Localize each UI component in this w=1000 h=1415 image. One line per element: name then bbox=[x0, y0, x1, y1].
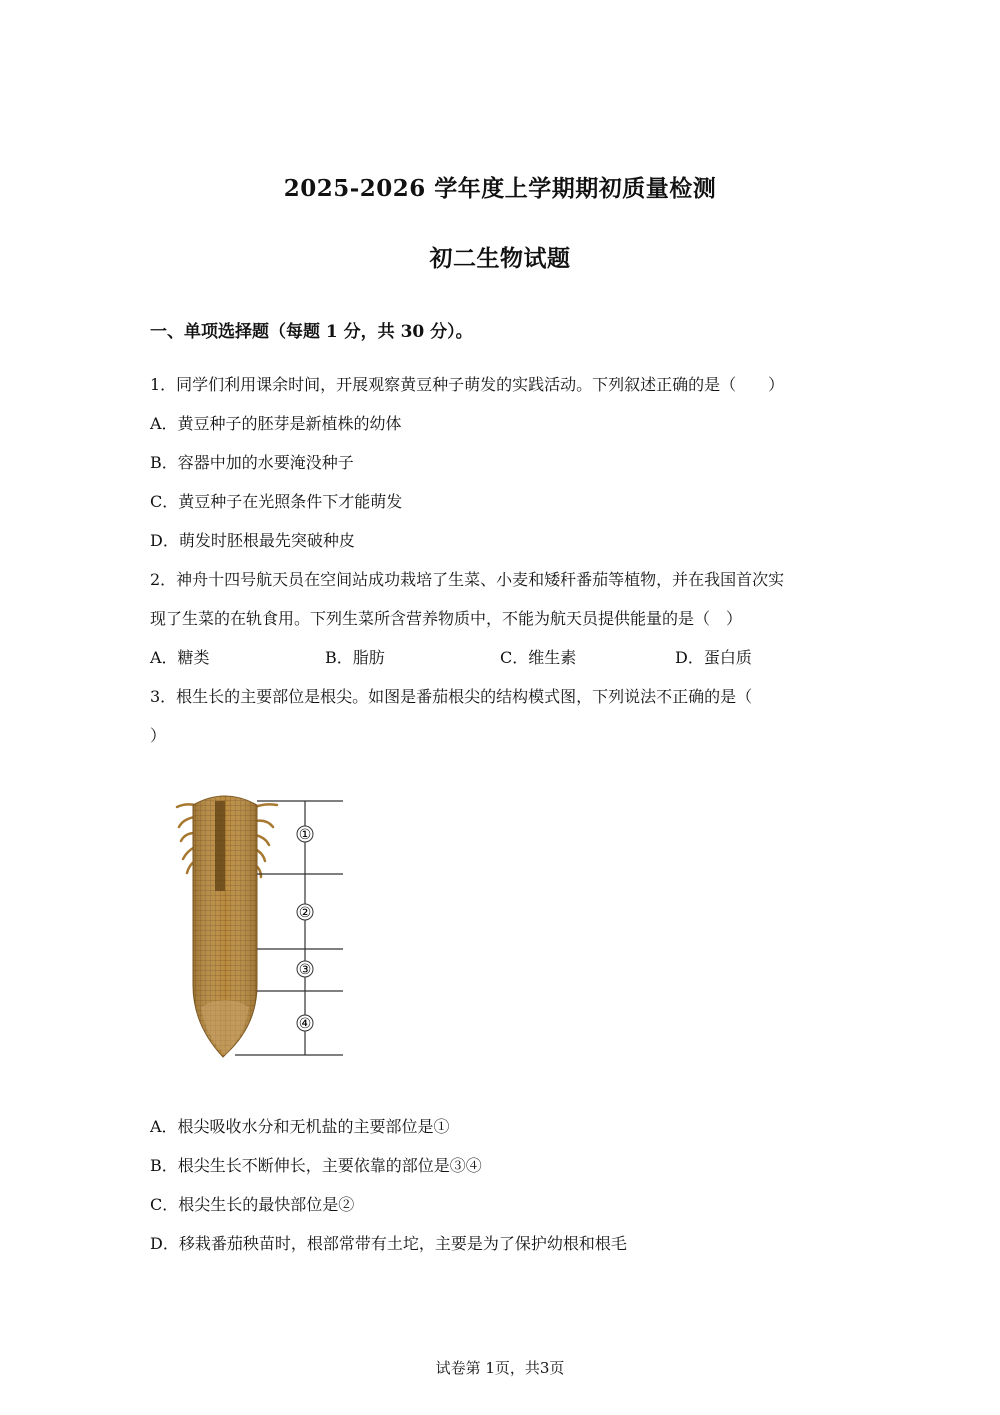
question-3-option-c: C．根尖生长的最快部位是② bbox=[150, 1195, 355, 1214]
label-region-4: ④ bbox=[298, 1016, 312, 1032]
question-3-option-d: D．移栽番茄秧苗时，根部常带有土坨，主要是为了保护幼根和根毛 bbox=[150, 1234, 627, 1253]
exam-title: 2025-2026 学年度上学期期初质量检测 bbox=[283, 175, 717, 202]
section-heading: 一、单项选择题（每题 1 分，共 30 分）。 bbox=[150, 322, 473, 342]
label-region-1: ① bbox=[298, 827, 312, 843]
question-1-stem: 1．同学们利用课余时间，开展观察黄豆种子萌发的实践活动。下列叙述正确的是（ ） bbox=[150, 375, 785, 394]
question-2-option-d: D．蛋白质 bbox=[675, 648, 752, 667]
page-footer: 试卷第 1页，共3页 bbox=[435, 1359, 565, 1377]
label-region-3: ③ bbox=[298, 962, 312, 978]
question-2-stem-line1: 2．神舟十四号航天员在空间站成功栽培了生菜、小麦和矮秆番茄等植物，并在我国首次实 bbox=[150, 570, 785, 589]
question-2-option-b: B．脂肪 bbox=[325, 648, 385, 667]
exam-subtitle: 初二生物试题 bbox=[429, 245, 571, 272]
question-3-stem-line1: 3．根生长的主要部位是根尖。如图是番茄根尖的结构模式图，下列说法不正确的是（ bbox=[150, 687, 753, 706]
question-1-option-c: C．黄豆种子在光照条件下才能萌发 bbox=[150, 492, 403, 511]
label-region-2: ② bbox=[298, 905, 312, 921]
question-2-option-a: A．糖类 bbox=[150, 648, 210, 667]
root-cap bbox=[201, 1000, 249, 1055]
root-tip-figure bbox=[165, 785, 355, 1070]
question-2-stem-line2: 现了生菜的在轨食用。下列生菜所含营养物质中，不能为航天员提供能量的是（ ） bbox=[150, 609, 743, 628]
question-1-option-b: B．容器中加的水要淹没种子 bbox=[150, 453, 354, 472]
question-3-option-a: A．根尖吸收水分和无机盐的主要部位是① bbox=[150, 1117, 450, 1136]
question-1-option-d: D．萌发时胚根最先突破种皮 bbox=[150, 531, 355, 550]
question-3-stem-line2: ） bbox=[150, 726, 167, 745]
question-3-option-b: B．根尖生长不断伸长，主要依靠的部位是③④ bbox=[150, 1156, 482, 1175]
question-1-option-a: A．黄豆种子的胚芽是新植株的幼体 bbox=[150, 414, 402, 433]
question-2-option-c: C．维生素 bbox=[500, 648, 577, 667]
